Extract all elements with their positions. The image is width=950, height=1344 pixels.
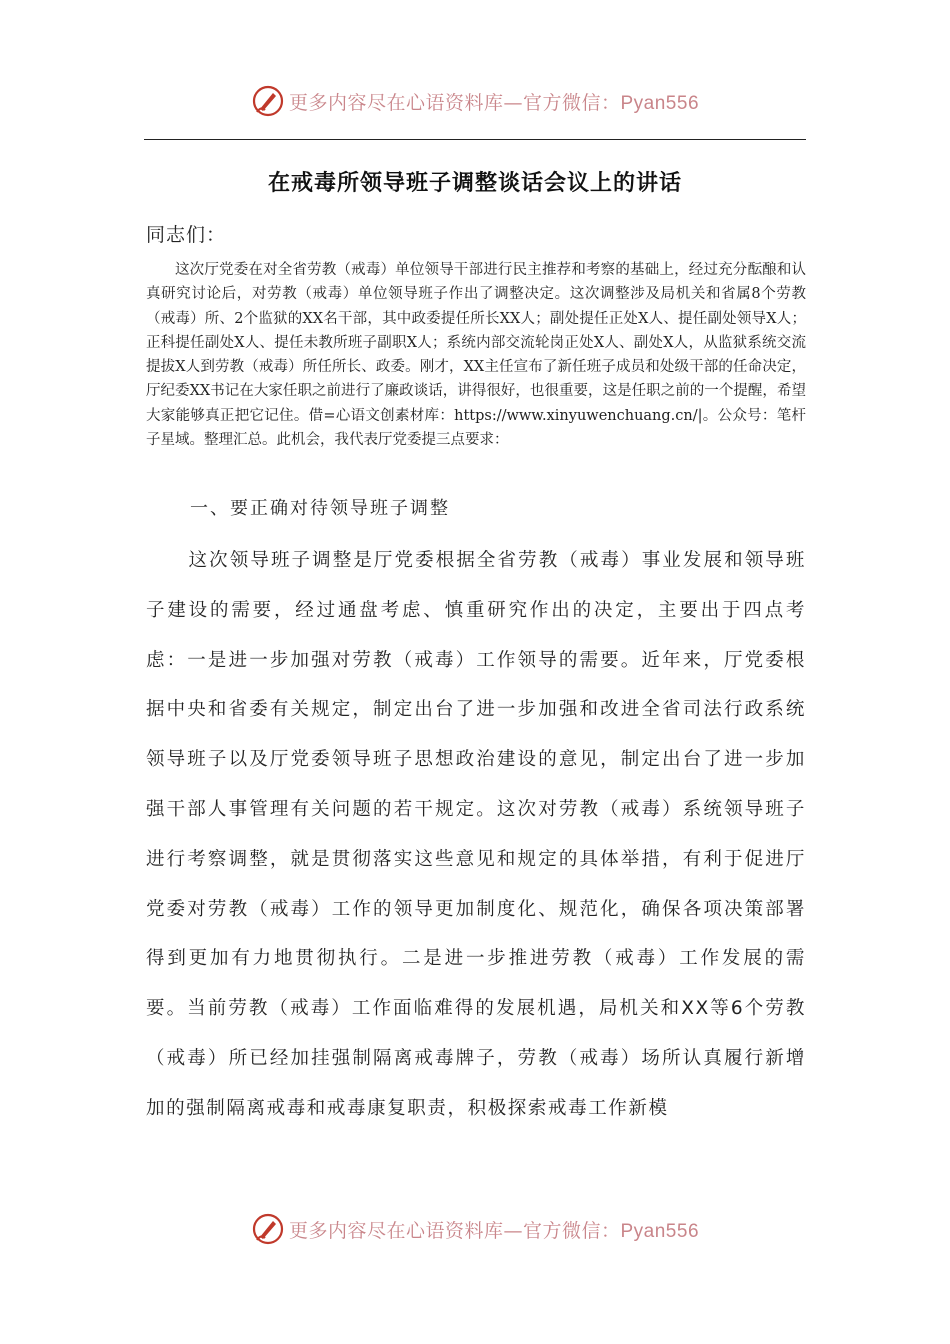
section-heading: 一、要正确对待领导班子调整	[190, 498, 450, 519]
intro-paragraph: 这次厅党委在对全省劳教（戒毒）单位领导干部进行民主推荐和考察的基础上，经过充分酝酿和认真研究讨论后，对劳教（戒毒）单位领导班子作出了调整决定。这次调整涉及局机关和省属8个劳教（戒毒）所、2个监狱的XX名干部，其中政委提任所长XX人；副处提任正处X人、提任副处领导X人；正科提任副处X人、提任未教所班子副职X人；系统内部交流轮岗正处X人、副处X人，从监狱系统交流提拔X人到劳教（戒毒）所任所长、政委。刚才，XX主任宣布了新任班子成员和处级干部的任命决定，厅纪委XX书记在大家任职之前进行了廉政谈话，讲得很好，也很重要，这是任职之前的一个提醒，希望大家能够真正把它记住。借=心语文创素材库：https://www.xinyuwenchuang.cn/|。公众号：笔杆子星域。整理汇总。此机会，我代表厅党委提三点要求：	[146, 262, 806, 449]
body-paragraph: 这次领导班子调整是厅党委根据全省劳教（戒毒）事业发展和领导班子建设的需要，经过通盘考虑、慎重研究作出的决定，主要出于四点考虑：一是进一步加强对劳教（戒毒）工作领导的需要。近年来，厅党委根据中央和省委有关规定，制定出台了进一步加强和改进全省司法行政系统领导班子以及厅党委领导班子思想政治建设的意见，制定出台了进一步加强干部人事管理有关问题的若干规定。这次对劳教（戒毒）系统领导班子进行考察调整，就是贯彻落实这些意见和规定的具体举措，有利于促进厅党委对劳教（戒毒）工作的领导更加制度化、规范化，确保各项决策部署得到更加有力地贯彻执行。二是进一步推进劳教（戒毒）工作发展的需要。当前劳教（戒毒）工作面临难得的发展机遇，局机关和XX等6个劳教（戒毒）所已经加挂强制隔离戒毒牌子，劳教（戒毒）场所认真履行新增加的强制隔离戒毒和戒毒康复职责，积极探索戒毒工作新模	[146, 550, 806, 1119]
footer-wechat-handle: Pyan556	[620, 1220, 700, 1242]
wechat-handle: Pyan556	[620, 92, 700, 114]
document-title: 在戒毒所领导班子调整谈话会议上的讲话	[267, 170, 682, 196]
greeting: 同志们：	[146, 224, 227, 246]
footer-banner	[0, 1212, 950, 1246]
banner-text: 更多内容尽在心语资料库—官方微信：Pyan556	[288, 91, 700, 114]
pen-logo-icon	[251, 1212, 285, 1246]
footer-banner-text: 更多内容尽在心语资料库—官方微信：Pyan556	[288, 1219, 700, 1242]
header-banner	[0, 84, 950, 118]
pen-logo-icon	[251, 84, 285, 118]
header-divider	[144, 139, 806, 140]
